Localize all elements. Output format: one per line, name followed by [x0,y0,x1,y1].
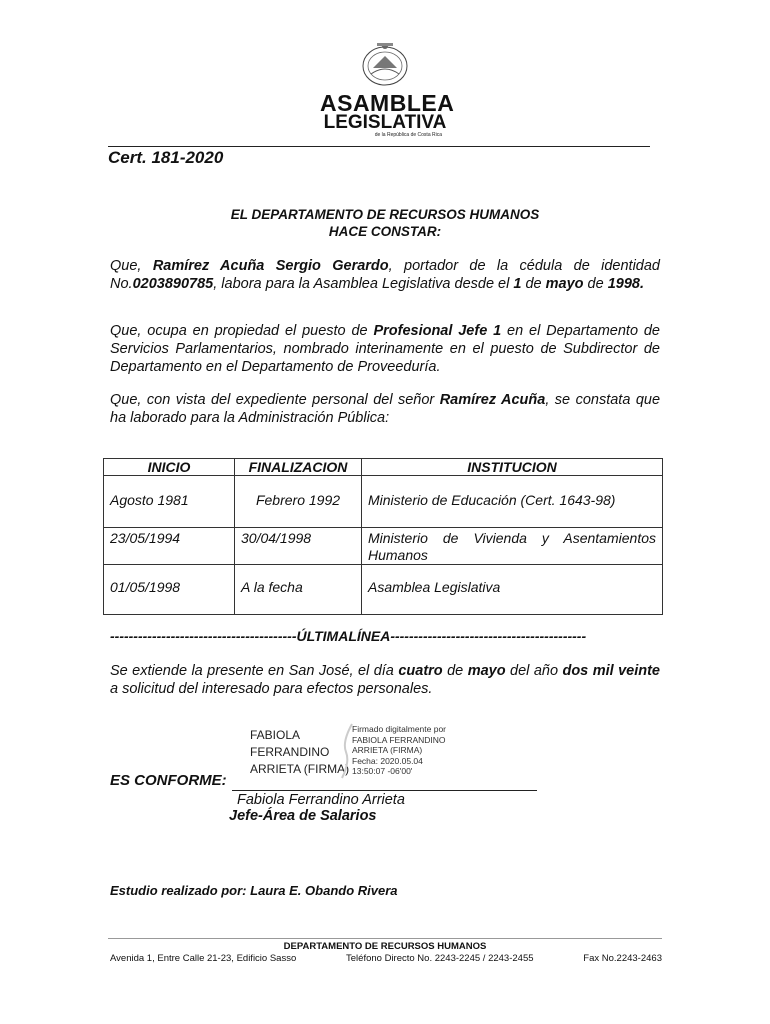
heading-line2: HACE CONSTAR: [328,224,442,239]
table-header-row [104,459,663,476]
footer-address: Avenida 1, Entre Calle 21-23, Edificio Sasso [110,953,297,964]
paragraph-closing [110,662,660,698]
sig-detail-line: FABIOLA FERRANDINO [352,734,446,745]
closing-month: mayo [467,663,506,679]
digital-signature-details [352,724,446,777]
footer-rule [108,938,662,939]
cell-institucion: Asamblea Legislativa [362,565,663,615]
table-row [104,565,663,615]
header-rule [108,146,650,147]
cert-number: Cert. 181-2020 [108,148,224,167]
paragraph-position [110,322,660,376]
text: Se extiende la presente en San José, el día [110,663,399,679]
text: , labora para la Asamblea Legislativa desde el [213,276,514,292]
text: Que, con vista del expediente personal del señor [110,392,440,408]
text: , portador de la cédula de identidad No. [110,258,660,292]
paragraph-history [110,391,660,427]
cell-inicio: 23/05/1994 [104,528,235,565]
text: , se constata que ha laborado para la Administración Pública: [110,392,661,426]
text: a solicitud del interesado para efectos personales. [110,681,433,697]
start-day: 1 [513,276,522,292]
text: Que, ocupa en propiedad el puesto de [110,323,374,339]
paragraph-employee [110,257,660,293]
signer-title: Jefe-Área de Salarios [229,808,377,824]
employment-table [103,458,663,615]
signer-name: Fabiola Ferrandino Arrieta [237,792,405,808]
position-title: Profesional Jefe 1 [373,323,502,339]
sig-detail-line: ARRIETA (FIRMA) [352,745,423,755]
cell-institucion: Ministerio de Educación (Cert. 1643-98) [362,476,663,528]
footer-phone: Teléfono Directo No. 2243-2245 / 2243-2455 [346,953,534,964]
text: de [583,276,608,292]
closing-year: dos mil veinte [562,663,660,679]
sig-name-line: FABIOLA [250,728,301,742]
cell-institucion: Ministerio de Vivienda y Asentamientos Humanos [362,528,663,565]
text: de [521,276,546,292]
sig-name-line: ARRIETA (FIRMA) [250,762,350,776]
text: en el Departamento de Servicios Parlamentarios, nombrado interinamente en el puesto de Subdirector de Departamento en el Departamento de Proveeduría. [110,323,660,375]
col-header-institucion: INSTITUCION [362,459,663,476]
cell-inicio: 01/05/1998 [104,565,235,615]
last-line-separator: ----------------------------------------ÚLTIMALÍNEA------------------------------------------ [110,628,587,644]
coat-of-arms-icon [355,40,415,88]
digital-signature-name [250,727,349,778]
footer-title: DEPARTAMENTO DE RECURSOS HUMANOS [283,941,487,952]
institution-logo [320,40,455,138]
conforme-label: ES CONFORME: [110,772,227,789]
cell-finalizacion: 30/04/1998 [235,528,362,565]
text: del año [505,663,563,679]
footer-contact [110,953,662,964]
table-row [104,476,663,528]
cell-finalizacion: Febrero 1992 [235,476,362,528]
cell-inicio: Agosto 1981 [104,476,235,528]
logo-line2: LEGISLATIVA [323,112,447,133]
signature-line [232,790,537,791]
employee-surname: Ramírez Acuña [439,392,546,408]
col-header-inicio: INICIO [104,459,235,476]
study-by: Estudio realizado por: Laura E. Obando Rivera [110,883,398,898]
employee-name: Ramírez Acuña Sergio Gerardo [152,258,389,274]
cell-finalizacion: A la fecha [235,565,362,615]
table-row [104,528,663,565]
start-year: 1998. [607,276,644,292]
id-number: 0203890785 [132,276,214,292]
sig-detail-line: 13:50:07 -06'00' [352,766,413,776]
sig-detail-line: Fecha: 2020.05.04 [352,755,423,766]
text: de [442,663,468,679]
col-header-finalizacion: FINALIZACION [235,459,362,476]
start-month: mayo [545,276,584,292]
sig-name-line: FERRANDINO [250,745,330,759]
footer-fax: Fax No.2243-2463 [583,953,662,964]
heading-line1: EL DEPARTAMENTO DE RECURSOS HUMANOS [230,207,540,222]
closing-day: cuatro [398,663,443,679]
text: Que, [110,258,153,274]
logo-subtitle: de la República de Costa Rica [374,132,442,138]
logo-line1: ASAMBLEA [320,90,455,116]
sig-detail-line: Firmado digitalmente por [352,724,447,734]
